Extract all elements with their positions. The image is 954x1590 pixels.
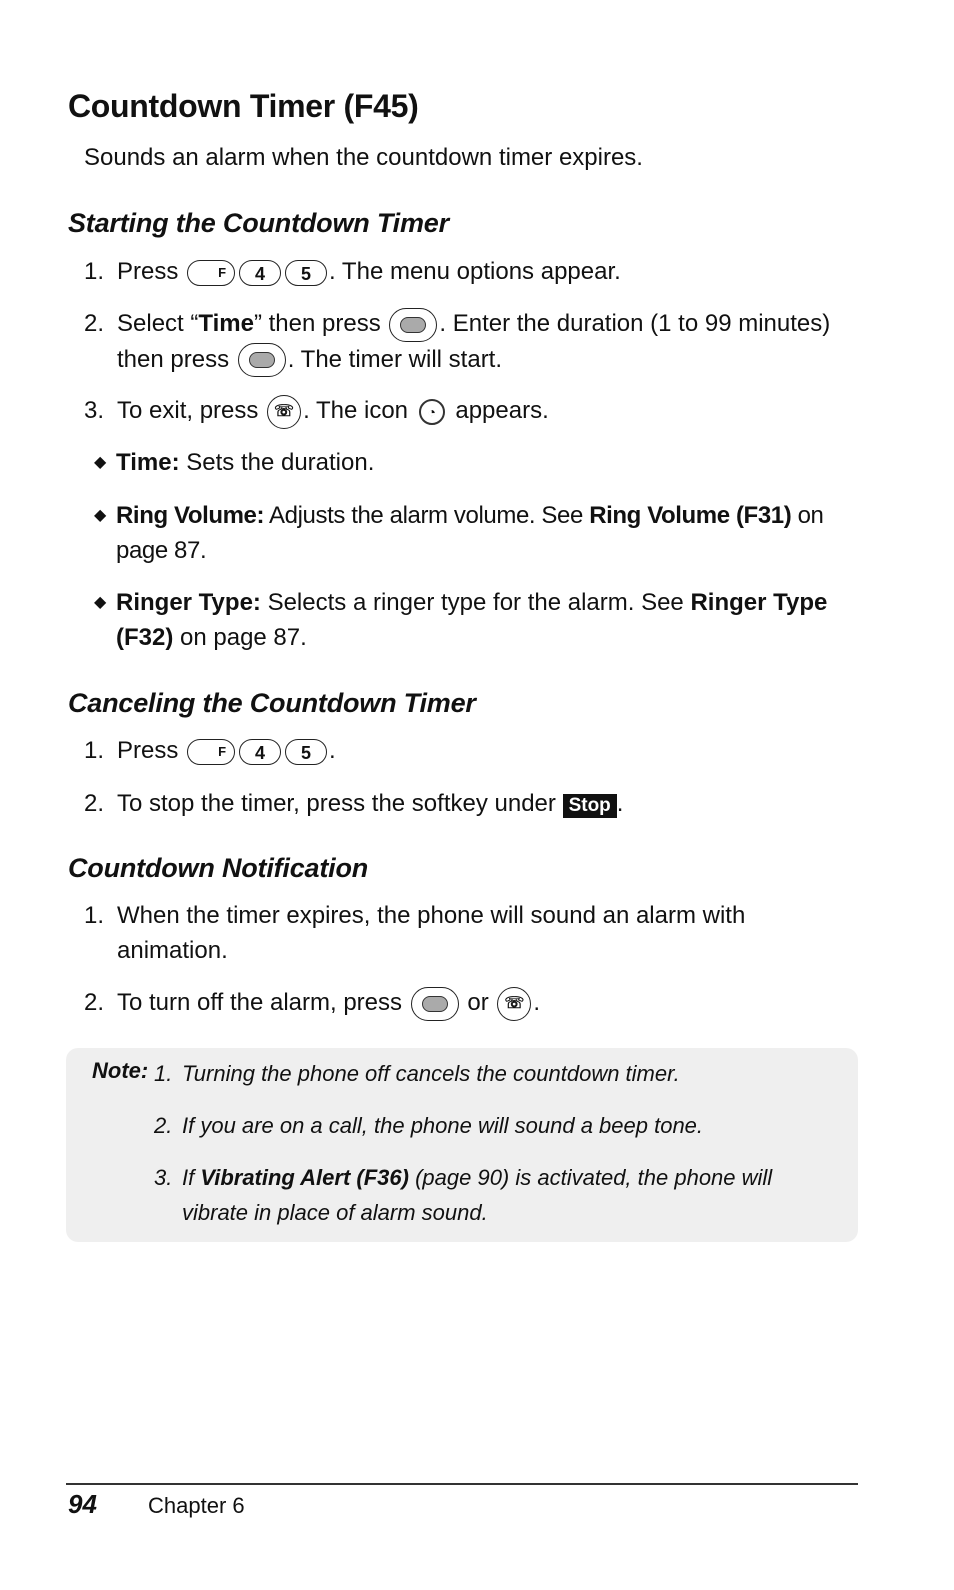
notification-step-1 [84,898,854,968]
note-number: 3. [154,1165,173,1190]
starting-step-1 [84,254,854,289]
diamond-bullet-icon: ◆ [94,507,107,524]
step-number: 1. [84,258,105,285]
note-text: If you are on a call, the phone will sound a beep tone. [182,1113,704,1138]
ok-key-icon [389,308,437,342]
bullet-text: Selects a ringer type for the alarm. See [260,589,691,616]
step-text: To turn off the alarm, press [117,989,403,1016]
step-number: 2. [84,989,105,1016]
note-label: Note: [92,1058,149,1083]
key-4-icon: 4 [239,739,281,765]
step-text: . The timer will start. [287,345,503,373]
key-4-icon: 4 [239,260,281,286]
step-number: 3. [84,397,105,424]
diamond-bullet-icon: ◆ [94,454,107,471]
canceling-step-2 [84,786,854,821]
bullet-ref: Ringer Type (F32) [116,589,828,651]
step-number: 1. [84,902,105,929]
step-text: ” then press [253,310,381,337]
note-text: If Vibrating Alert (F36) (page 90) is activated, the phone will vibrate in place of alarm sound. [182,1165,773,1225]
step-text: . The menu options appear. [329,258,621,285]
bullet-text: on page 87. [173,624,307,651]
bullet-label: Ringer Type: [116,589,261,616]
footer-rule [66,1483,858,1485]
note-item-2 [154,1108,814,1143]
step-text: . [533,989,541,1016]
note-item-1 [154,1056,814,1091]
menu-key-icon [187,739,235,765]
page-number: 94 [68,1489,97,1519]
canceling-step-1 [84,733,854,768]
step-text: Select “ [117,310,199,337]
bullet-ring-volume [94,498,854,568]
step-text: When the timer expires, the phone will sound an alarm with animation. [117,902,746,964]
step-text: . The icon [303,397,409,424]
section-heading-canceling: Canceling the Countdown Timer [68,688,476,718]
ok-key-icon [411,987,459,1021]
step-text: To stop the timer, press the softkey under [117,790,556,817]
step-text: . [329,737,336,764]
step-bold: Time [198,310,254,337]
timer-icon: ◔ [419,399,445,425]
end-key-icon: ☏ [267,395,301,429]
section-heading-notification: Countdown Notification [68,853,369,883]
bullet-text: on page 87. [116,502,824,564]
starting-step-2 [84,306,854,377]
step-text: Press [117,737,179,764]
note-text: Turning the phone off cancels the countdown timer. [182,1061,680,1086]
key-5-icon: 5 [285,260,327,286]
step-text: Press [117,258,179,285]
chapter-label: Chapter 6 [148,1493,245,1518]
bullet-label: Ring Volume: [116,502,265,529]
step-text: To exit, press [117,397,259,424]
step-text: appears. [455,397,549,424]
bullet-text: Adjusts the alarm volume. See [264,502,590,529]
bullet-label: Time: [116,449,180,476]
ok-key-icon [238,343,286,377]
diamond-bullet-icon: ◆ [94,594,107,611]
stop-softkey-label: Stop [563,794,617,818]
step-number: 2. [84,790,105,817]
bullet-ref: Ring Volume (F31) [589,502,792,529]
bullet-ringer-type [94,585,854,655]
step-text: . [616,790,624,817]
menu-key-icon [187,260,235,286]
step-number: 1. [84,737,105,764]
note-item-3 [154,1160,814,1225]
end-key-icon: ☏ [497,987,531,1021]
key-5-icon: 5 [285,739,327,765]
note-number: 2. [154,1113,173,1138]
section-heading-starting: Starting the Countdown Timer [68,208,449,238]
bullet-time [94,445,854,480]
step-number: 2. [84,310,105,337]
note-ref: Vibrating Alert (F36) [200,1165,409,1190]
notification-step-2 [84,985,854,1021]
bullet-text: Sets the duration. [179,449,375,476]
step-text: . Enter the duration (1 to 99 minutes) then press [117,310,831,373]
step-text: or [467,989,489,1016]
page-title: Countdown Timer (F45) [68,88,419,124]
note-number: 1. [154,1061,173,1086]
starting-step-3 [84,393,854,429]
intro-text: Sounds an alarm when the countdown timer expires. [84,144,643,171]
